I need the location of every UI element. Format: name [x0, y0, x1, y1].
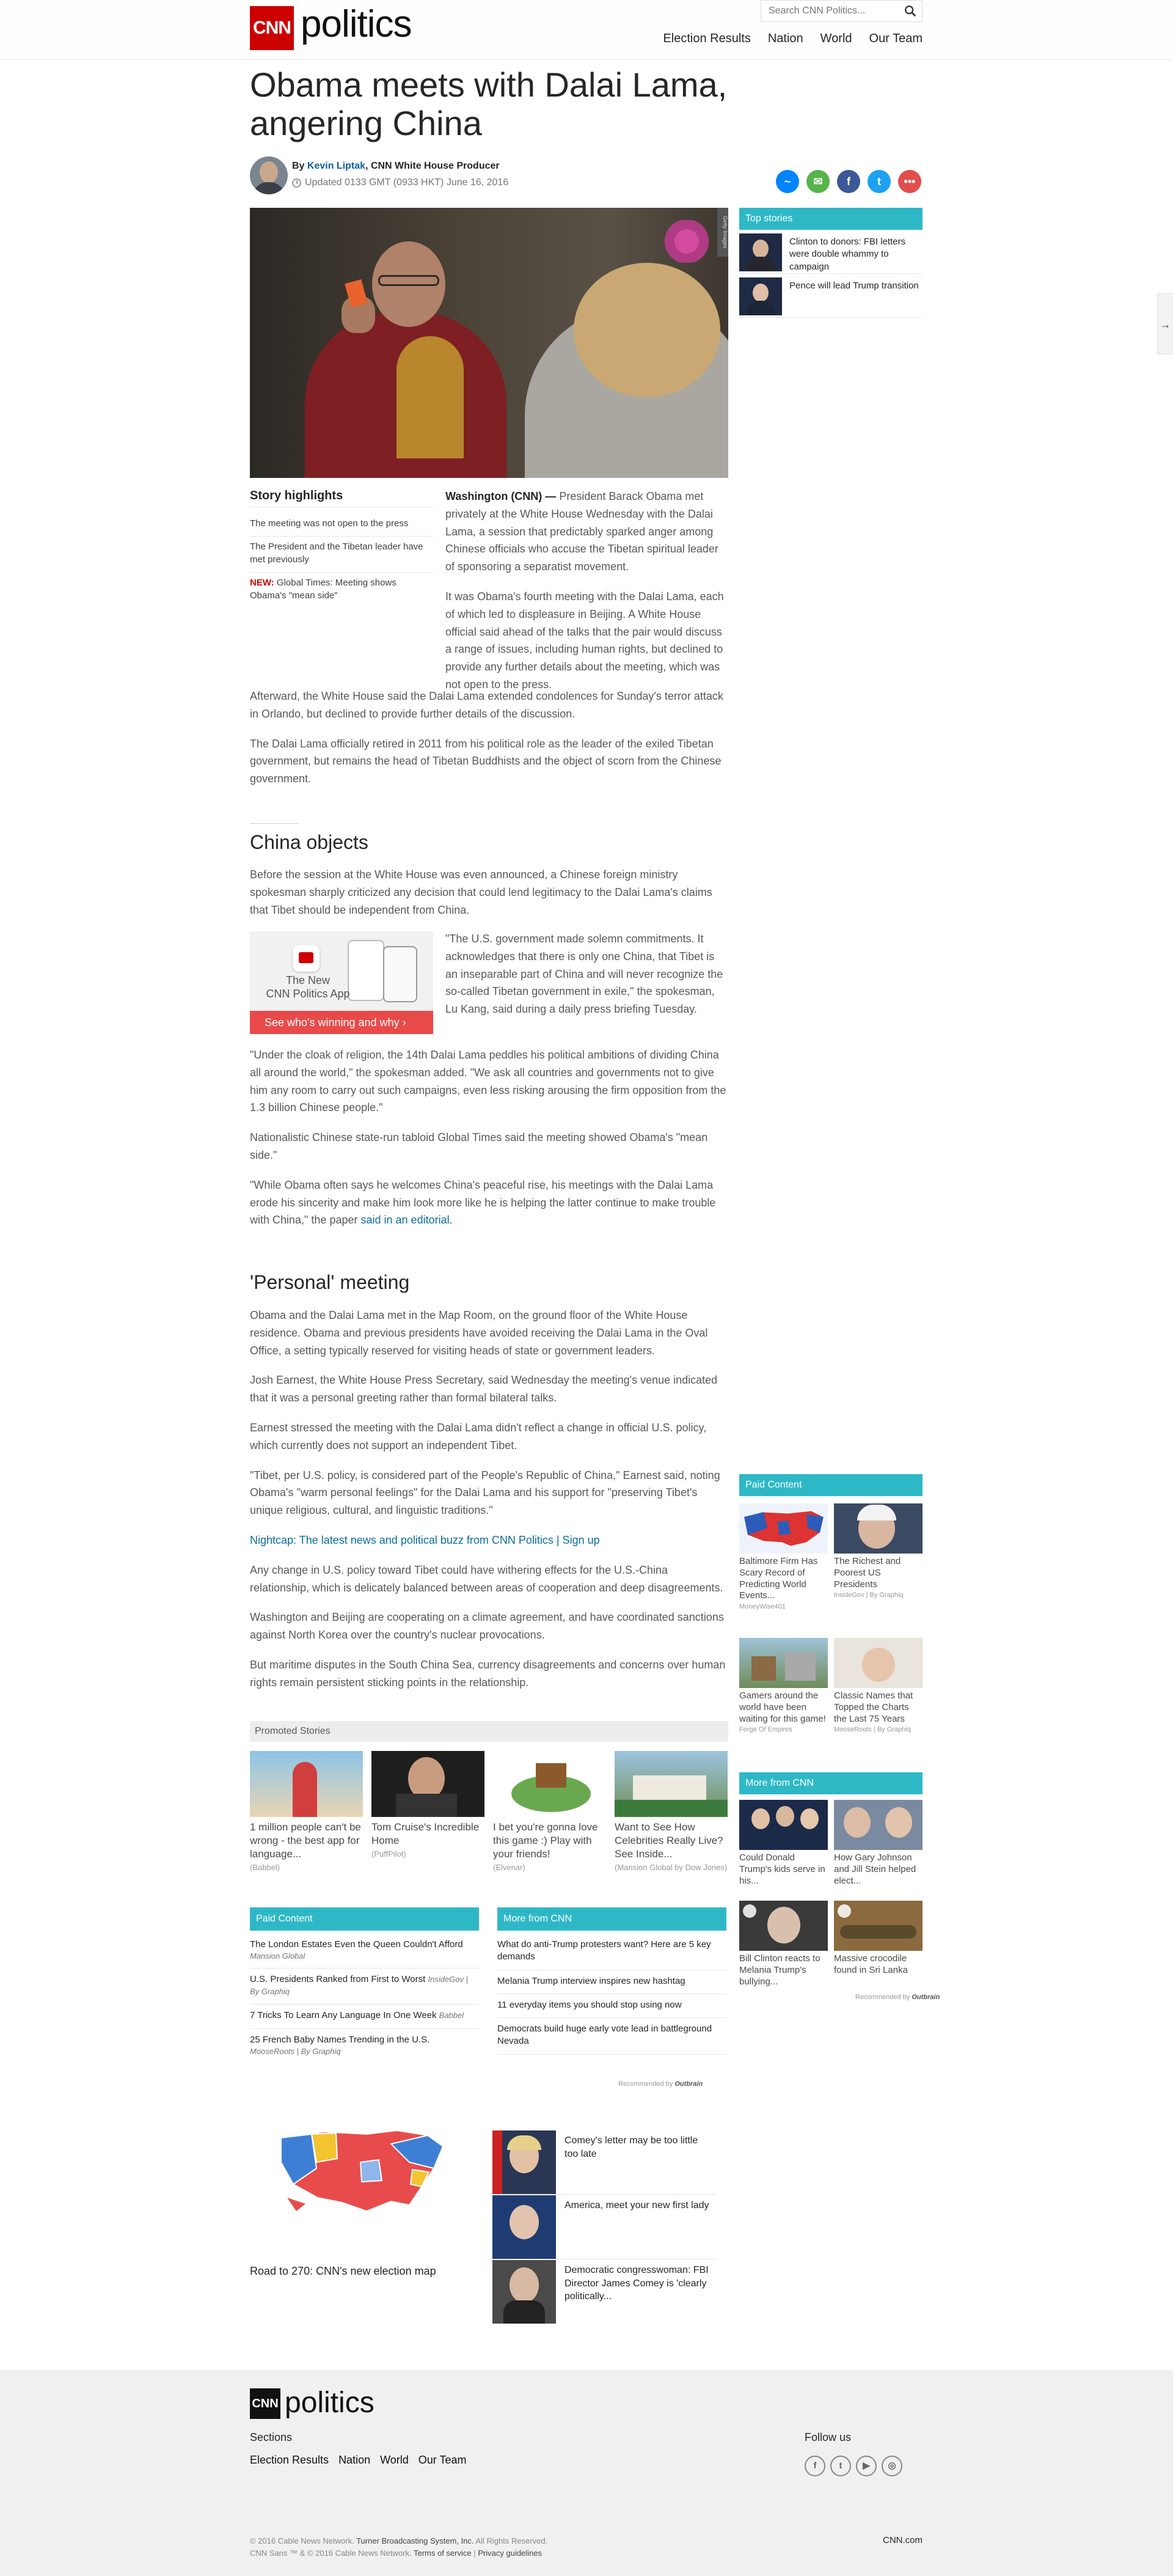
promoted-card[interactable] — [493, 1751, 606, 1872]
top-story-thumbnail — [739, 277, 782, 315]
footer-nav-our-team[interactable]: Our Team — [418, 2454, 467, 2466]
paragraph: Any change in U.S. policy toward Tibet could have withering effects for the U.S.-China relationship, which is delicately balanced between areas of cooperation and deep disagreements. — [250, 1563, 723, 1594]
politics-wordmark[interactable]: politics — [301, 3, 412, 45]
footer-cnn-logo[interactable]: CNN — [250, 2388, 280, 2419]
twitter-share-icon[interactable]: t — [868, 170, 891, 193]
paid-link[interactable]: The London Estates Even the Queen Couldn't Afford Mansion Global — [250, 1934, 479, 1969]
paid-card[interactable] — [834, 1638, 923, 1733]
top-story-item[interactable] — [739, 275, 923, 318]
paid-content-header: Paid Content — [250, 1907, 479, 1931]
promoted-source: (Elvenar) — [493, 1863, 525, 1873]
paragraph: "The U.S. government made solemn commitments. It acknowledges that there is only one China, that Tibet is an inseparable part of China and will never recognize the so-called Tibetan government in exile," the spokesman, Lu Kang, said during a daily press briefing Tuesday. — [445, 933, 723, 1016]
more-from-cnn-header: More from CNN — [497, 1907, 726, 1931]
paragraph: The Dalai Lama officially retired in 2011 from his political role as the leader of the exiled Tibetan government, but remains the head of Tibetan Buddhists and the object of scorn from the Chinese government. — [250, 737, 722, 785]
author-link[interactable]: Kevin Liptak — [307, 161, 366, 171]
arrow-right-icon: → — [1160, 318, 1171, 331]
more-link[interactable]: 11 everyday items you should stop using now — [497, 1994, 726, 2018]
promoted-title[interactable]: 1 million people can't be wrong - the best app for language... — [250, 1821, 361, 1860]
more-card-title[interactable]: Massive crocodile found in Sri Lanka — [834, 1953, 908, 1975]
section-heading: 'Personal' meeting — [250, 1271, 410, 1293]
paragraph: Washington and Beijing are cooperating on a climate agreement, and have coordinated sanctions against North Korea over the country's nuclear provocations. — [250, 1611, 724, 1642]
paid-card[interactable] — [739, 1638, 828, 1733]
paid-card-image — [834, 1638, 923, 1688]
paid-card-source: Forge Of Empires — [739, 1726, 792, 1734]
top-story-item[interactable] — [739, 231, 923, 274]
twitter-icon[interactable]: t — [830, 2456, 851, 2476]
more-link[interactable]: What do anti-Trump protesters want? Here are 5 key demands — [497, 1934, 726, 1970]
paid-card-title[interactable]: Baltimore Firm Has Scary Record of Predicting World Events... — [739, 1556, 818, 1601]
article-body — [445, 930, 728, 1030]
paid-card[interactable] — [739, 1503, 828, 1610]
paid-card-source: MoneyWise401 — [739, 1603, 786, 1610]
related-thumbnail — [492, 2195, 556, 2259]
messenger-share-icon[interactable]: ~ — [776, 170, 799, 193]
app-promo-text: The New CNN Politics App — [266, 974, 350, 1000]
more-card-image — [739, 1800, 828, 1850]
paid-card-image — [739, 1503, 828, 1554]
section-divider — [250, 823, 299, 824]
social-links — [805, 2456, 902, 2476]
promoted-source: (Mansion Global by Dow Jones) — [615, 1863, 728, 1873]
clock-icon — [292, 178, 301, 188]
search-box — [761, 0, 923, 22]
article-title: Obama meets with Dalai Lama, angering China — [250, 65, 728, 142]
recommended-by[interactable]: Recommended by Outbrain — [618, 2080, 703, 2088]
more-card-title[interactable]: Could Donald Trump's kids serve in his... — [739, 1852, 825, 1886]
privacy-link[interactable]: Privacy guidelines — [478, 2548, 543, 2558]
paragraph: "While Obama often says he welcomes China's peaceful rise, his meetings with the Dalai Lama erode his sincerity and make him look more like he is helping the latter continue to make trouble with China," the paper said in an editorial. — [250, 1178, 716, 1227]
updated-text: Updated 0133 GMT (0933 HKT) June 16, 2016 — [305, 177, 509, 188]
paid-content-header: Paid Content — [739, 1474, 923, 1496]
top-stories-header: Top stories — [739, 208, 923, 230]
more-share-icon[interactable]: ••• — [898, 170, 921, 193]
dateline: Washington (CNN) — — [445, 490, 557, 502]
app-promo[interactable] — [250, 931, 433, 1034]
editorial-link[interactable]: said in an editorial — [360, 1214, 450, 1227]
site-header — [0, 0, 1173, 60]
paragraph: Washington (CNN) — President Barack Obama met privately at the White House Wednesday with the Dalai Lama, a session that predictably sparked anger among Chinese officials who accuse the Tibetan spiritual leader of sponsoring a separatist movement. — [445, 490, 718, 573]
paid-card-image — [834, 1503, 923, 1554]
new-label: NEW: — [250, 578, 274, 588]
search-input[interactable] — [761, 1, 896, 21]
related-story[interactable] — [492, 2195, 716, 2259]
related-thumbnail — [492, 2130, 556, 2194]
related-thumbnail — [492, 2260, 556, 2324]
search-icon[interactable] — [904, 4, 917, 18]
footer-politics-wordmark[interactable]: politics — [285, 2387, 375, 2419]
turner-link[interactable]: Turner Broadcasting System, Inc. — [356, 2536, 474, 2545]
promoted-card[interactable] — [371, 1751, 484, 1859]
article-body — [250, 866, 728, 931]
more-link[interactable]: Melania Trump interview inspires new hashtag — [497, 1970, 726, 1994]
highlight-item-new[interactable] — [250, 573, 433, 608]
more-card-image — [834, 1800, 923, 1850]
section-heading: China objects — [250, 831, 368, 853]
instagram-icon[interactable]: ◎ — [882, 2456, 902, 2476]
top-story-title[interactable]: Pence will lead Trump transition — [789, 281, 919, 291]
paid-card[interactable] — [834, 1503, 923, 1599]
more-card[interactable] — [834, 1901, 923, 1976]
image-credit: Getty Images — [717, 208, 728, 257]
nightcap-signup-link[interactable]: Nightcap: The latest news and political buzz from CNN Politics | Sign up — [250, 1533, 600, 1546]
terms-link[interactable]: Terms of service — [414, 2548, 472, 2558]
footer-nav-nation[interactable]: Nation — [338, 2454, 371, 2466]
email-share-icon[interactable]: ✉ — [806, 170, 830, 193]
hero-image — [250, 208, 728, 478]
paragraph: "Under the cloak of religion, the 14th Dalai Lama peddles his political ambitions of dividing China all around the world," the spokesman added. "We ask all countries and governments not to give him any room to carry out such campaigns, even less risking arousing the firm opposition from the 1.3 billion Chinese people." — [250, 1049, 726, 1114]
paragraph: "Tibet, per U.S. policy, is considered part of the People's Republic of China," Earnest said, noting Obama's "warm personal feelings" for the Dalai Lama and his support for "preserving Tibet's unique religious, cultural, and linguistic traditions." — [250, 1469, 720, 1517]
related-story[interactable] — [492, 2260, 716, 2324]
more-card[interactable] — [834, 1800, 923, 1887]
footer-sections-label: Sections — [250, 2431, 293, 2443]
cnn-com-link[interactable]: CNN.com — [882, 2535, 923, 2545]
promoted-card[interactable] — [615, 1751, 728, 1872]
promoted-stories-header: Promoted Stories — [250, 1721, 728, 1742]
related-story[interactable] — [492, 2130, 716, 2195]
more-from-cnn-header: More from CNN — [739, 1772, 923, 1794]
related-title[interactable]: Comey's letter may be too little too late — [565, 2135, 698, 2159]
facebook-share-icon[interactable]: f — [837, 170, 860, 193]
paid-card-source: MooseRoots | By Graphiq — [834, 1726, 911, 1734]
article-body — [250, 1046, 728, 1241]
cnn-app-icon — [293, 945, 320, 972]
side-drawer-tab[interactable] — [1157, 293, 1173, 354]
author-avatar[interactable] — [250, 156, 288, 194]
paid-card-source: InsideGov | By Graphiq — [834, 1591, 904, 1599]
paid-content-list — [250, 1934, 479, 2063]
promoted-source: (Babbel) — [250, 1863, 280, 1873]
paragraph: Afterward, the White House said the Dalai Lama extended condolences for Sunday's terror attack in Orlando, but declined to provide further details of the discussion. — [250, 690, 723, 720]
paid-card-image — [739, 1638, 828, 1688]
article-body-intro — [445, 488, 728, 706]
promoted-image — [493, 1751, 606, 1817]
follow-us-label: Follow us — [805, 2431, 852, 2443]
paid-link[interactable]: 25 French Baby Names Trending in the U.S. MooseRoots | By Graphiq — [250, 2034, 430, 2056]
footer-nav-world[interactable]: World — [380, 2454, 409, 2466]
paid-card-title[interactable]: Classic Names that Topped the Charts the Last 75 Years — [834, 1690, 913, 1724]
related-title[interactable]: America, meet your new first lady — [565, 2200, 709, 2211]
paragraph: But maritime disputes in the South China Sea, currency disagreements and concerns over human rights remain persistent sticking points in the relationship. — [250, 1658, 726, 1689]
more-card-title[interactable]: Bill Clinton reacts to Melania Trump's bullying... — [739, 1953, 820, 1987]
more-card[interactable] — [739, 1901, 828, 1987]
more-card-image — [739, 1901, 828, 1951]
highlight-item: The meeting was not open to the press — [250, 513, 433, 537]
paragraph — [250, 1532, 728, 1549]
byline-prefix: By — [292, 161, 305, 171]
paragraph: Nationalistic Chinese state-run tabloid Global Times said the meeting showed Obama's "mean side." — [250, 1131, 708, 1161]
highlights-title: Story highlights — [250, 489, 433, 507]
election-map-caption[interactable]: Road to 270: CNN's new election map — [250, 2265, 436, 2277]
footer-nav — [250, 2454, 466, 2467]
more-card-title[interactable]: How Gary Johnson and Jill Stein helped elect... — [834, 1852, 916, 1886]
more-card[interactable] — [739, 1800, 828, 1887]
paragraph: It was Obama's fourth meeting with the Dalai Lama, each of which led to displeasure in Beijing. A White House official said ahead of the talks that the pair would discuss a range of issues, including human rights, but declined to provide any further details about the meeting, which was not open to the press. — [445, 590, 724, 691]
top-story-title[interactable]: Clinton to donors: FBI letters were double whammy to campaign — [789, 237, 906, 272]
paragraph: Obama and the Dalai Lama met in the Map Room, on the ground floor of the White House residence. Obama and previous presidents have avoided receiving the Dalai Lama in the Oval Office, a setting typically reserved for visiting heads of state or government leaders. — [250, 1309, 708, 1357]
top-story-thumbnail — [739, 233, 782, 271]
promoted-title[interactable]: Want to See How Celebrities Really Live? See Inside... — [615, 1821, 723, 1860]
share-bar — [776, 170, 921, 193]
highlight-item: The President and the Tibetan leader have met previously — [250, 537, 433, 573]
promoted-title[interactable]: I bet you're gonna love this game :) Play with your friends! — [493, 1821, 598, 1860]
promoted-title[interactable]: Tom Cruise's Incredible Home — [371, 1821, 480, 1847]
election-map-image[interactable] — [269, 2126, 452, 2217]
author-role: , CNN White House Producer — [365, 161, 500, 171]
copyright: © 2016 Cable News Network. Turner Broadcasting System, Inc. All Rights Reserved. CNN Sans ™ & © 2016 Cable News Network. Terms of service | Privacy guidelines — [250, 2536, 548, 2558]
paid-card-title[interactable]: The Richest and Poorest US Presidents — [834, 1556, 901, 1590]
cnn-logo[interactable]: CNN — [250, 6, 294, 50]
paid-link[interactable]: U.S. Presidents Ranked from First to Worst InsideGov | By Graphiq — [250, 1969, 479, 2005]
footer-nav-election-results[interactable]: Election Results — [250, 2454, 329, 2466]
paragraph: Before the session at the White House was even announced, a Chinese foreign ministry spokesman sharply criticized any decision that could lend legitimacy to the Dalai Lama's claims that Tibet should be independent from China. — [250, 868, 712, 916]
recommended-by[interactable]: Recommended by Outbrain — [855, 1994, 940, 2001]
facebook-icon[interactable]: f — [805, 2456, 825, 2476]
byline — [292, 161, 500, 172]
nav-our-team[interactable]: Our Team — [869, 32, 923, 45]
app-promo-button[interactable]: See who's winning and why › — [250, 1011, 433, 1034]
updated-timestamp — [292, 177, 508, 188]
promoted-image — [615, 1751, 728, 1817]
more-card-image — [834, 1901, 923, 1951]
promoted-card[interactable] — [250, 1751, 363, 1872]
nav-world[interactable]: World — [820, 32, 852, 45]
more-link[interactable]: Democrats build huge early vote lead in battleground Nevada — [497, 2018, 726, 2055]
promoted-image — [371, 1751, 484, 1817]
phone-graphic — [383, 946, 417, 1002]
youtube-icon[interactable]: ▶ — [856, 2456, 877, 2476]
promoted-image — [250, 1751, 363, 1817]
nav-election-results[interactable]: Election Results — [663, 32, 751, 45]
nav-nation[interactable]: Nation — [767, 32, 803, 45]
outbrain-logo: Outbrain — [674, 2080, 703, 2088]
story-highlights — [250, 489, 433, 608]
paid-link[interactable]: 7 Tricks To Learn Any Language In One Week Babbel — [250, 2005, 479, 2028]
main-nav — [663, 32, 923, 46]
paragraph: Josh Earnest, the White House Press Secretary, said Wednesday the meeting's venue indicated that it was a personal greeting rather than formal bilateral talks. — [250, 1374, 718, 1404]
outbrain-logo: Outbrain — [912, 1994, 940, 2001]
paragraph: Earnest stressed the meeting with the Dalai Lama didn't reflect a change in official U.S. policy, which currently does not support an independent Tibet. — [250, 1421, 707, 1451]
article-body — [250, 688, 728, 800]
promoted-source: (PuffPilot) — [371, 1849, 406, 1859]
paid-card-title[interactable]: Gamers around the world have been waiting for this game! — [739, 1690, 826, 1724]
more-from-cnn-list — [497, 1934, 726, 2055]
site-footer — [0, 2370, 1173, 2576]
related-title[interactable]: Democratic congresswoman: FBI Director James Comey is 'clearly politically... — [565, 2265, 709, 2302]
article-body — [250, 1307, 728, 1704]
highlight-new-text: Global Times: Meeting shows Obama's "mean side" — [250, 578, 396, 601]
